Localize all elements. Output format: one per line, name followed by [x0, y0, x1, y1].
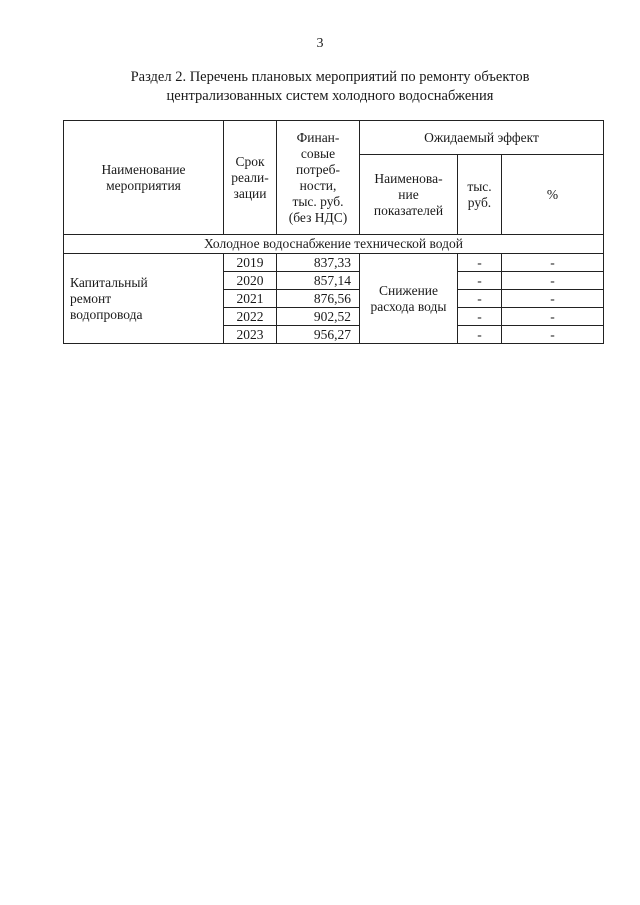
header-expected-effect: Ожидаемый эффект [360, 121, 604, 155]
year-cell: 2020 [224, 272, 277, 290]
effect-rub-cell: - [458, 272, 502, 290]
section-label: Холодное водоснабжение технической водой [64, 235, 604, 254]
section-title [60, 68, 600, 106]
amount-cell: 857,14 [277, 272, 360, 290]
header-finance: Финан- совые потреб- ности, тыс. руб. (без НДС) [277, 121, 360, 235]
effect-percent-cell: - [502, 254, 604, 272]
header-percent: % [502, 155, 604, 235]
section-title-line-2: централизованных систем холодного водоснабжения [166, 88, 494, 104]
header-thousand-rub: тыс. руб. [458, 155, 502, 235]
amount-cell: 876,56 [277, 290, 360, 308]
header-period: Срок реали- зации [224, 121, 277, 235]
measures-table [63, 120, 604, 344]
effect-rub-cell: - [458, 308, 502, 326]
effect-percent-cell: - [502, 308, 604, 326]
table-row [64, 254, 604, 272]
effect-rub-cell: - [458, 290, 502, 308]
measure-name: Капитальный ремонт водопровода [64, 254, 224, 344]
header-measure-name: Наименование мероприятия [64, 121, 224, 235]
effect-rub-cell: - [458, 326, 502, 344]
section-title-line-1: Раздел 2. Перечень плановых мероприятий по ремонту объектов [130, 69, 530, 85]
effect-percent-cell: - [502, 326, 604, 344]
amount-cell: 837,33 [277, 254, 360, 272]
header-indicator-name: Наименова- ние показателей [360, 155, 458, 235]
year-cell: 2019 [224, 254, 277, 272]
indicator-value: Снижение расхода воды [360, 254, 458, 344]
table-header-row [64, 121, 604, 155]
year-cell: 2021 [224, 290, 277, 308]
effect-percent-cell: - [502, 290, 604, 308]
section-row [64, 235, 604, 254]
page-number: 3 [316, 36, 324, 51]
amount-cell: 902,52 [277, 308, 360, 326]
year-cell: 2023 [224, 326, 277, 344]
effect-rub-cell: - [458, 254, 502, 272]
effect-percent-cell: - [502, 272, 604, 290]
amount-cell: 956,27 [277, 326, 360, 344]
year-cell: 2022 [224, 308, 277, 326]
